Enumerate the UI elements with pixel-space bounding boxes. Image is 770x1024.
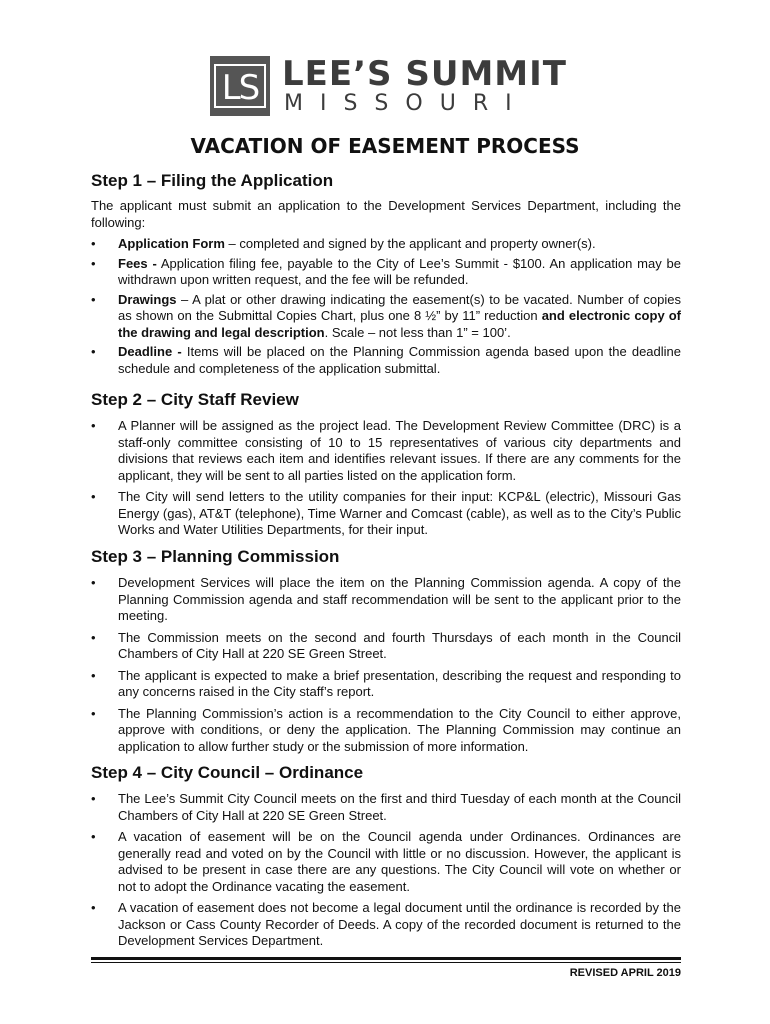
item-text: – A plat or other drawing indicating the easement(s) to be vacated. Number of copies as shown on the Submittal Copies Chart, plus one 8 ½” by 11” reduction	[118, 291, 681, 323]
item-text: . Scale – not less than 1” = 100’.	[324, 324, 511, 340]
logo-mark	[210, 56, 270, 116]
logo-city-name: LEE’S SUMMIT	[282, 54, 567, 94]
step1-heading: Step 1 – Filing the Application	[91, 171, 334, 190]
city-logo	[210, 56, 570, 118]
bullet-icon: •	[91, 344, 96, 359]
bullet-icon: •	[91, 705, 96, 721]
item-text: – completed and signed by the applicant and property owner(s).	[224, 236, 596, 251]
list-item	[91, 900, 681, 950]
step3-list	[91, 575, 681, 755]
bullet-icon: •	[91, 236, 96, 251]
list-item	[91, 706, 681, 756]
step4-list	[91, 791, 681, 950]
list-item	[91, 829, 681, 895]
bullet-icon: •	[91, 489, 96, 504]
step1-intro: The applicant must submit an application to the Development Services Department, including the following:	[91, 198, 681, 230]
step4-heading: Step 4 – City Council – Ordinance	[91, 763, 364, 782]
footer-divider	[91, 957, 681, 960]
item-text: The applicant is expected to make a brief presentation, describing the request and responding to any concerns raised in the City staff’s report.	[118, 667, 681, 699]
item-bold-label: and electronic copy of the drawing and legal description	[118, 308, 681, 340]
step3-heading: Step 3 – Planning Commission	[91, 547, 340, 566]
list-item	[91, 256, 681, 289]
bullet-icon: •	[91, 629, 96, 645]
bullet-icon: •	[91, 575, 96, 590]
page-title: VACATION OF EASEMENT PROCESS	[190, 134, 580, 158]
item-text: A vacation of easement will be on the Council agenda under Ordinances. Ordinances are generally read and voted on by the Council with little or no discussion. However, the applicant is advised to be present in case there are any questions. The City Council will vote on whether or not to adopt the Ordinance vacating the easement.	[118, 829, 681, 894]
item-text: Application filing fee, payable to the City of Lee’s Summit - $100. An application may be withdrawn upon written request, and the fee will be refunded.	[118, 255, 681, 287]
list-item	[91, 236, 681, 253]
revision-date: REVISED APRIL 2019	[569, 967, 681, 979]
item-text: Items will be placed on the Planning Commission agenda based upon the deadline schedule and completeness of the application submittal.	[118, 344, 682, 376]
bullet-icon: •	[91, 791, 96, 806]
item-bold-label: Application Form	[118, 236, 225, 251]
logo-initials: LS	[214, 64, 266, 108]
item-text: The City will send letters to the utility companies for their input: KCP&L (electric), Missouri Gas Energy (gas), AT&T (telephone), Time Warner and Comcast (cable), as well as to the City’s Public Works and Water Utilities Departments, for their input.	[118, 489, 681, 537]
bullet-icon: •	[91, 255, 96, 271]
list-item	[91, 668, 681, 701]
item-text: Development Services will place the item on the Planning Commission agenda. A copy of the Planning Commission agenda and staff recommendation will be sent to the applicant prior to the meeting.	[118, 575, 681, 623]
bullet-icon: •	[91, 900, 96, 915]
item-text: The Planning Commission’s action is a recommendation to the City Council to either approve, approve with conditions, or deny the application. The Planning Commission may continue an application to allow further study or the submission of more information.	[118, 705, 681, 754]
list-item	[91, 791, 681, 824]
list-item	[91, 489, 681, 539]
step1-list	[91, 236, 681, 377]
step2-heading: Step 2 – City Staff Review	[91, 390, 299, 409]
list-item	[91, 418, 681, 484]
item-text: The Lee’s Summit City Council meets on the first and third Tuesday of each month at the Council Chambers of City Hall at 220 SE Green Street.	[118, 791, 681, 823]
item-text: The Commission meets on the second and fourth Thursdays of each month in the Council Chambers of City Hall at 220 SE Green Street.	[118, 629, 681, 661]
item-text: A vacation of easement does not become a legal document until the ordinance is recorded by the Jackson or Cass County Recorder of Deeds. A copy of the recorded document is returned to the Development Services Department.	[118, 900, 681, 948]
bullet-icon: •	[91, 667, 96, 683]
bullet-icon: •	[91, 291, 96, 307]
bullet-icon: •	[91, 829, 96, 844]
list-item	[91, 292, 681, 342]
list-item	[91, 344, 681, 377]
item-bold-label: Drawings	[118, 291, 177, 307]
list-item	[91, 575, 681, 625]
footer-divider-thin	[91, 962, 681, 963]
item-bold-label: Fees -	[118, 255, 157, 271]
step2-list	[91, 418, 681, 539]
bullet-icon: •	[91, 418, 96, 433]
item-text: A Planner will be assigned as the project lead. The Development Review Committee (DRC) is a staff-only committee consisting of 10 to 15 representatives of various city departments and divisions that reviews each item and identifies relevant issues. If there are any comments for the applicant, they will be sent to all parties listed on the application form.	[118, 418, 681, 483]
list-item	[91, 630, 681, 663]
item-bold-label: Deadline -	[118, 344, 182, 359]
logo-state-name: MISSOURI	[284, 91, 529, 116]
